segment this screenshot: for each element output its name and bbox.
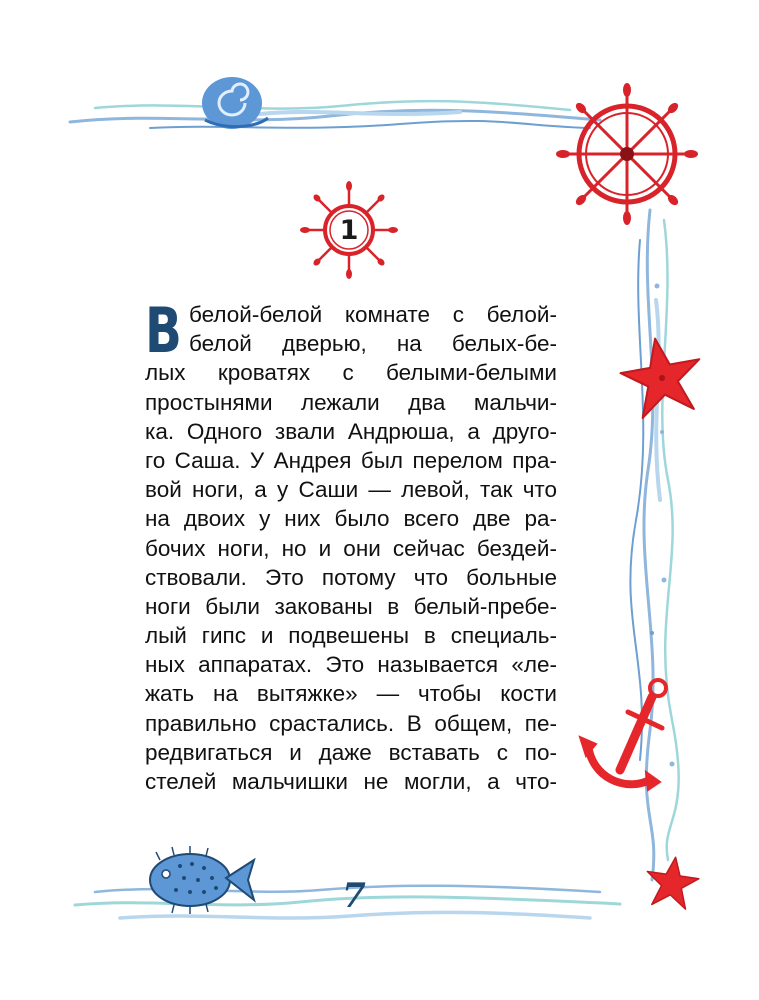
text-line: на двоих у них было всего две ра- [145, 506, 557, 532]
text-line: простынями лежали два мальчи- [145, 389, 557, 415]
text-line: белой дверью, на белых-бе- [189, 331, 557, 357]
text-line: го Саша. У Андрея был перелом пра- [145, 447, 557, 473]
drop-cap: В [145, 294, 182, 367]
top-waves [70, 101, 600, 128]
ship-wheel-icon [556, 83, 698, 225]
text-line: ствовали. Это потому что больные [145, 564, 557, 590]
starfish-icon [643, 854, 701, 911]
page-number: 7 [342, 876, 366, 916]
text-line: стелей мальчишки не могли, а что- [145, 769, 557, 794]
text-line: вой ноги, а у Саши — левой, так что [145, 477, 557, 503]
anchor-icon [580, 680, 666, 790]
text-line: лый гипс и подвешены в специаль- [145, 623, 557, 649]
text-line: лых кроватях с белыми-белыми [145, 360, 557, 386]
body-text [145, 294, 557, 796]
text-line: ка. Одного звали Андрюша, а друго- [145, 418, 557, 444]
chapter-emblem [299, 180, 399, 280]
text-line: ноги были закованы в белый-пребе- [145, 593, 557, 619]
text-line: жать на вытяжке» — чтобы кости [145, 681, 557, 707]
text-line: ных аппаратах. Это называется «ле- [145, 652, 557, 678]
text-line: белой-белой комнате с белой- [189, 302, 557, 327]
text-line: бочих ноги, но и они сейчас бездей- [145, 535, 557, 561]
text-line: правильно срастались. В общем, пе- [145, 710, 557, 736]
text-line: редвигаться и даже вставать с по- [145, 739, 557, 765]
chapter-number: 1 [339, 214, 359, 246]
